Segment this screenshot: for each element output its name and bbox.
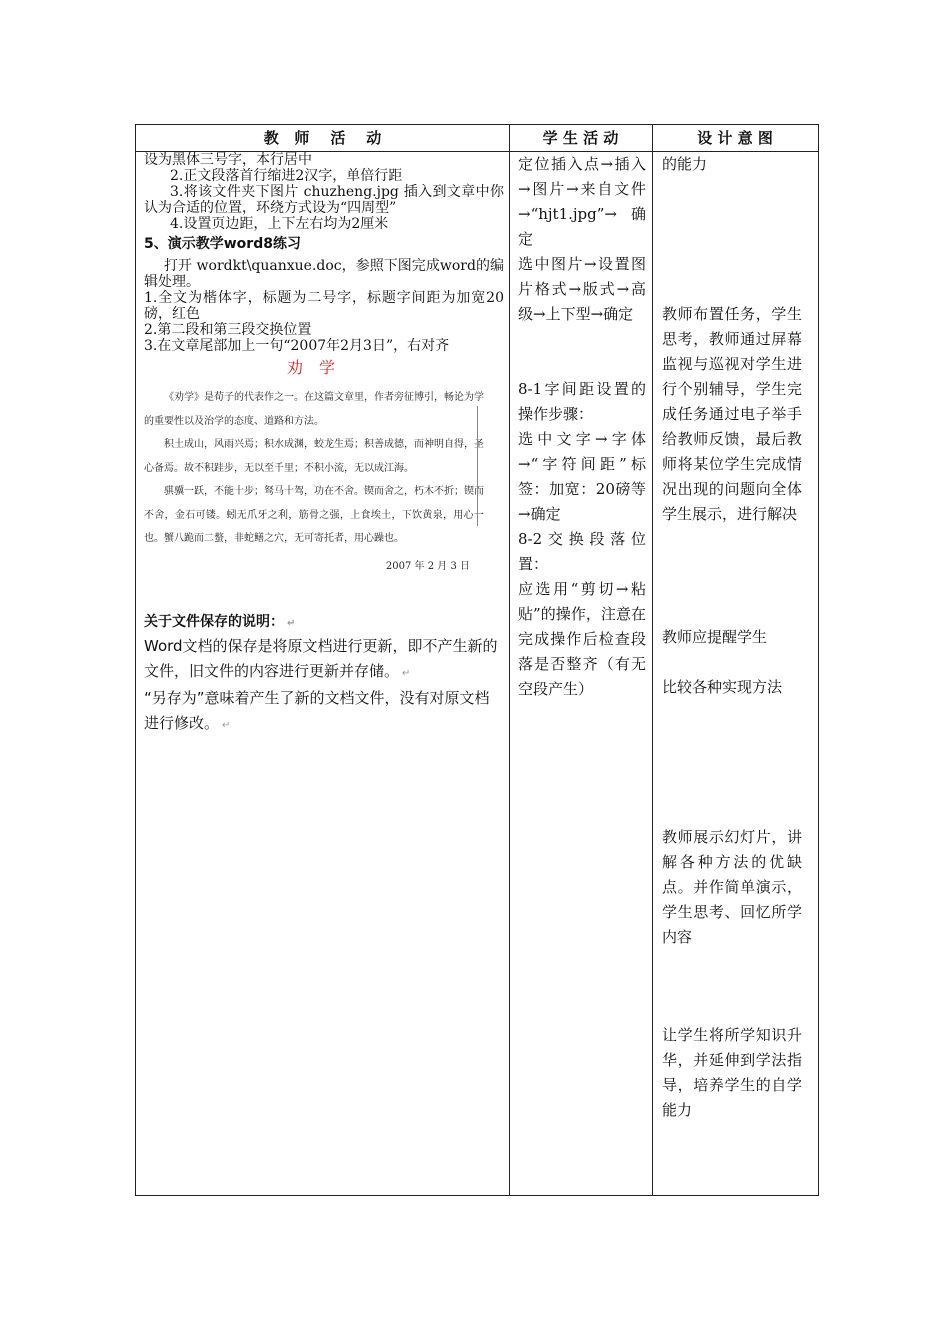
- student-step: 选中图片→设置图片格式→版式→高级→上下型→确定: [518, 255, 646, 323]
- return-mark-icon: ↵: [287, 618, 296, 629]
- design-intent-text: 比较各种实现方法: [662, 678, 783, 696]
- sample-paragraph: 《劝学》是荀子的代表作之一。在这篇文章里，作者旁征博引，畅论为学的重要性以及治学的态度、道路和方法。: [144, 392, 484, 427]
- return-mark-icon: ↵: [222, 720, 231, 731]
- design-intent-text: 教师应提醒学生: [662, 628, 768, 646]
- header-student-activity: 学 生 活 动: [542, 129, 619, 147]
- sample-document-image: [144, 360, 484, 600]
- teacher-line: 2.正文段落首行缩进2汉字，单倍行距: [170, 168, 403, 184]
- student-step: 8-1字间距设置的操作步骤：: [518, 380, 646, 423]
- save-note-paragraph: Word文档的保存是将原文档进行更新，即不产生新的文件，旧文件的内容进行更新并存储。 ↵: [144, 637, 498, 680]
- section-heading: 5、演示教学word8练习: [144, 236, 301, 252]
- sample-title: 劝学: [286, 358, 351, 377]
- design-intent-text: 教师展示幻灯片，讲解各种方法的优缺点。并作简单演示，学生思考、回忆所学内容: [662, 828, 802, 946]
- teacher-line: 设为黑体三号字，本行居中: [144, 152, 312, 168]
- sample-cursor-bar: [477, 406, 478, 526]
- column-divider: [652, 125, 653, 1195]
- teacher-line: 3.将该文件夹下图片 chuzheng.jpg 插入到文章中你认为合适的位置，环绕方式设为“四周型”: [144, 184, 504, 216]
- design-intent-text: 的能力: [662, 155, 708, 173]
- design-intent-text: 让学生将所学知识升华，并延伸到学法指导，培养学生的自学能力: [662, 1026, 802, 1119]
- save-note-paragraph: “另存为”意味着产生了新的文档文件，没有对原文档进行修改。 ↵: [144, 689, 490, 732]
- teacher-item: 1.全文为楷体字，标题为二号字，标题字间距为加宽20磅，红色: [144, 290, 504, 322]
- sample-paragraph: 积土成山，风雨兴焉；积水成渊，蛟龙生焉；积善成德，而神明自得，圣心备焉。故不积跬步，无以至千里；不积小流，无以成江海。: [144, 439, 484, 474]
- header-design-intent: 设 计 意 图: [697, 129, 773, 147]
- student-step: 8-2交换段落位置：: [518, 530, 646, 573]
- sample-paragraph: 骐骥一跃，不能十步；驽马十驾，功在不舍。锲而舍之，朽木不折；锲而不舍，金石可镂。蚓无爪牙之利，筋骨之强，上食埃土，下饮黄泉，用心一也。蟹八跪而二螯，非蛇鳝之穴，无可寄托者，用心躁也。: [144, 486, 484, 544]
- lesson-table: [135, 124, 819, 1196]
- sample-date: 2007 年 2 月 3 日: [385, 560, 470, 572]
- column-divider: [509, 125, 510, 1195]
- return-mark-icon: ↵: [402, 668, 411, 679]
- teacher-activity-cell: [144, 152, 504, 738]
- design-intent-text: 教师布置任务，学生思考，教师通过屏幕监视与巡视对学生进行个别辅导，学生完成任务通过电子举手给教师反馈，最后教师将某位学生完成情况出现的问题向全体学生展示，进行解决: [662, 305, 802, 523]
- save-note-title: 关于文件保存的说明： ↵: [144, 614, 296, 630]
- teacher-item: 3.在文章尾部加上一句“2007年2月3日”，右对齐: [144, 338, 450, 354]
- student-step: 选中文字→字体→“字符间距”标签：加宽：20磅等→确定: [518, 430, 646, 523]
- teacher-paragraph: 打开 wordkt\quanxue.doc，参照下图完成word的编辑处理。: [144, 258, 504, 290]
- student-step: 定位插入点→插入→图片→来自文件→“hjt1.jpg”→确定: [518, 155, 646, 248]
- teacher-item: 2.第二段和第三段交换位置: [144, 322, 312, 338]
- header-teacher-activity: 教 师 活 动: [263, 129, 382, 147]
- student-step: 应选用“剪切→粘贴”的操作，注意在完成操作后检查段落是否整齐（有无空段产生）: [518, 580, 646, 698]
- student-activity-cell: [518, 152, 646, 702]
- teacher-line: 4.设置页边距，上下左右均为2厘米: [170, 216, 389, 232]
